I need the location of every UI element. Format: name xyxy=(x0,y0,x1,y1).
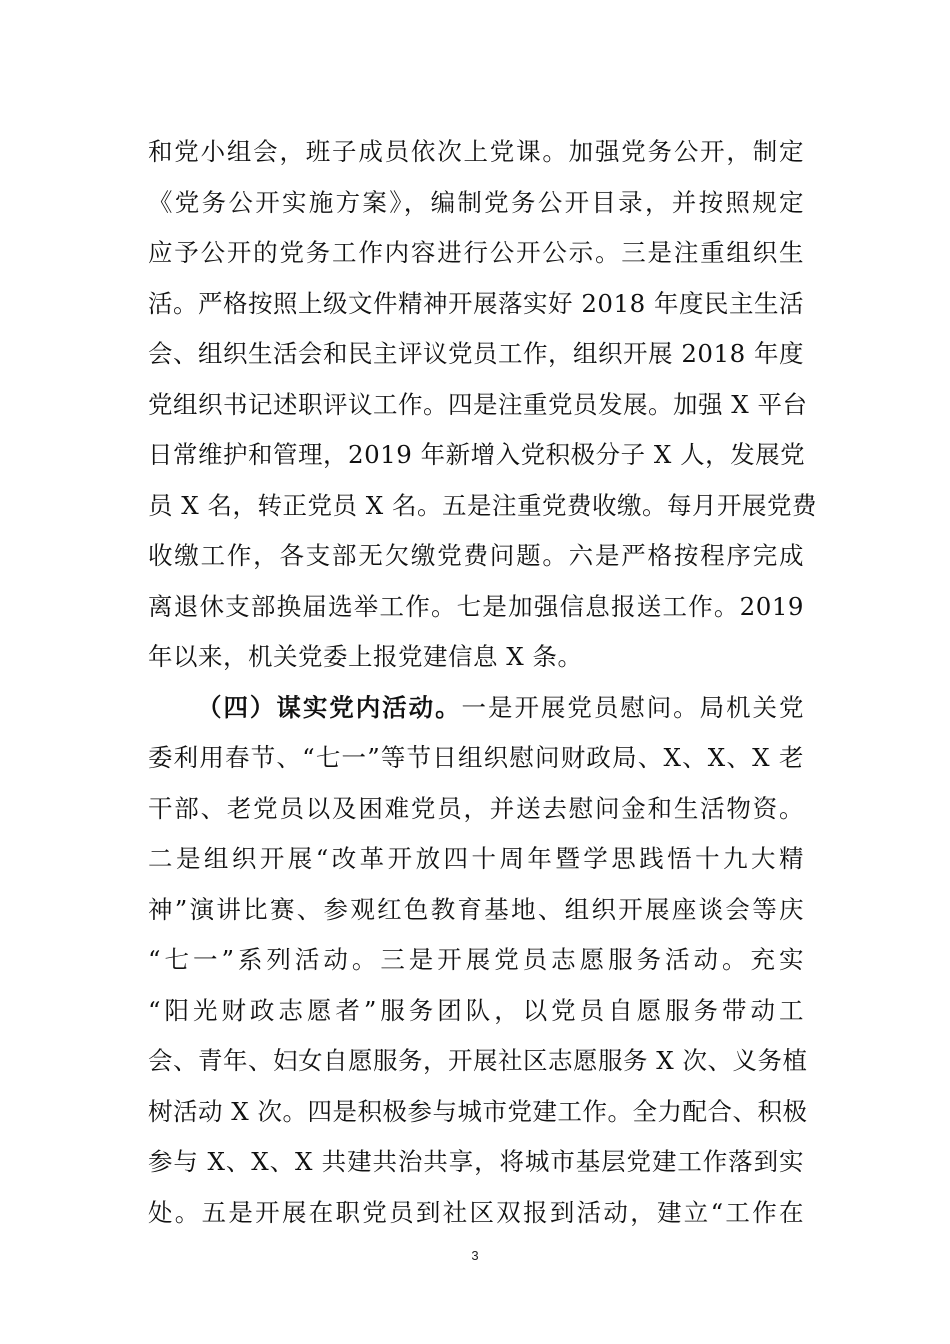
paragraph-2-line-8: 会、青年、妇女自愿服务，开展社区志愿服务 X 次、义务植 xyxy=(148,1046,808,1075)
paragraph-1-line-9: 收缴工作，各支部无欠缴党费问题。六是严格按程序完成 xyxy=(148,541,804,570)
paragraph-1-line-2: 《党务公开实施方案》，编制党务公开目录，并按照规定 xyxy=(148,187,804,217)
page-number: 3 xyxy=(471,1248,479,1263)
paragraph-2-line-11: 处。五是开展在职党员到社区双报到活动，建立“工作在 xyxy=(148,1197,804,1227)
paragraph-2-line-4: 二是组织开展“改革开放四十周年暨学思践悟十九大精 xyxy=(148,844,804,873)
paragraph-1-line-1: 和党小组会，班子成员依次上党课。加强党务公开，制定 xyxy=(148,137,804,166)
paragraph-2-first-line xyxy=(148,683,804,734)
paragraph-1-line-3: 应予公开的党务工作内容进行公开公示。三是注重组织生 xyxy=(148,238,804,267)
paragraph-2-line-5: 神”演讲比赛、参观红色教育基地、组织开展座谈会等庆 xyxy=(148,894,804,924)
paragraph-1-line-4: 活。严格按照上级文件精神开展落实好 2018 年度民主生活 xyxy=(148,288,804,318)
body-text xyxy=(148,127,818,1238)
paragraph-2-line-10: 参与 X、X、X 共建共治共享，将城市基层党建工作落到实 xyxy=(148,1147,804,1176)
paragraph-1-line-8: 员 X 名，转正党员 X 名。五是注重党费收缴。每月开展党费 xyxy=(148,490,818,520)
paragraph-2-first-line-text: 一是开展党员慰问。局机关党 xyxy=(461,692,805,722)
paragraph-2-line-2: 委利用春节、“七一”等节日组织慰问财政局、X、X、X 老 xyxy=(148,743,804,772)
paragraph-2-line-3: 干部、老党员以及困难党员，并送去慰问金和生活物资。 xyxy=(148,793,804,823)
section-heading: （四）谋实党内活动。 xyxy=(197,692,462,722)
paragraph-2-line-9: 树活动 X 次。四是积极参与城市党建工作。全力配合、积极 xyxy=(148,1096,808,1126)
paragraph-2-line-6: “七一”系列活动。三是开展党员志愿服务活动。充实 xyxy=(148,945,804,974)
paragraph-1-line-10: 离退休支部换届选举工作。七是加强信息报送工作。2019 xyxy=(148,591,804,621)
paragraph-2-line-7: “阳光财政志愿者”服务团队，以党员自愿服务带动工 xyxy=(148,995,804,1025)
paragraph-1-line-6: 党组织书记述职评议工作。四是注重党员发展。加强 X 平台 xyxy=(148,389,808,419)
paragraph-1-line-5: 会、组织生活会和民主评议党员工作，组织开展 2018 年度 xyxy=(148,339,804,368)
paragraph-1-line-7: 日常维护和管理，2019 年新增入党积极分子 X 人，发展党 xyxy=(148,440,806,469)
paragraph-1-line-11: 年以来，机关党委上报党建信息 X 条。 xyxy=(148,642,583,671)
